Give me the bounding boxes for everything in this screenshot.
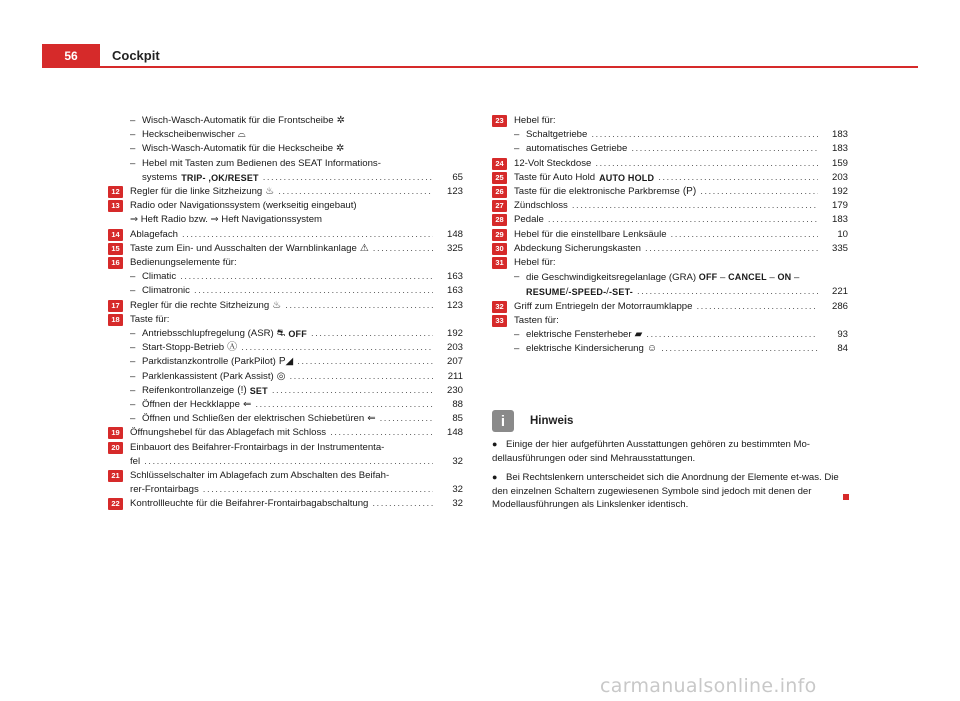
trip-button-label: TRIP xyxy=(181,172,203,183)
ok-reset-button-label: OK/RESET xyxy=(211,172,259,183)
list-item: 33 Tasten für: xyxy=(492,314,848,328)
gra-set-label: -SET- xyxy=(608,287,633,298)
list-item: 28 Pedale ..... 183 xyxy=(492,213,848,227)
item-number-badge: 26 xyxy=(492,186,507,198)
start-stop-icon: Ⓐ xyxy=(227,342,238,354)
rear-washer-icon: ✲ xyxy=(336,143,345,155)
list-item: – die Geschwindigkeitsregelanlage (GRA) OFF – CANCEL – ON – RESUME / -SPEED- / -SET- ..... 221 xyxy=(492,270,848,299)
list-item: – Climatronic ..... 163 xyxy=(108,284,463,298)
hint-paragraph: ● Einige der hier aufgeführten Ausstattungen gehören zu bestimmten Mo-dellausführungen oder sind Mehrausstattungen. xyxy=(492,439,810,464)
list-item: – Hebel mit Tasten zum Bedienen des SEAT Informations- systems TRIP - , OK/RESET ..... 65 xyxy=(108,157,463,185)
item-number-badge: 27 xyxy=(492,200,507,212)
list-item: 22 Kontrollleuchte für die Beifahrer-Frontairbagabschaltung ..... 32 xyxy=(108,497,463,511)
item-number-badge: 28 xyxy=(492,214,507,226)
parking-brake-icon: (P) xyxy=(682,186,697,198)
item-number-badge: 33 xyxy=(492,315,507,327)
park-assist-icon: ◎ xyxy=(276,370,286,382)
item-number-badge: 13 xyxy=(108,200,123,212)
item-number-badge: 25 xyxy=(492,172,507,184)
list-item: 12 Regler für die linke Sitzheizung ♨ ..... 123 xyxy=(108,185,463,199)
list-item: – Start-Stopp-Betrieb Ⓐ ..... 203 xyxy=(108,341,463,355)
item-number-badge: 29 xyxy=(492,229,507,241)
list-item: 15 Taste zum Ein- und Ausschalten der Warnblinkanlage ⚠ ..... 325 xyxy=(108,242,463,256)
list-item: 26 Taste für die elektronische Parkbremse (P) ..... 192 xyxy=(492,185,848,199)
item-number-badge: 22 xyxy=(108,498,123,510)
front-wiper-icon: ✲ xyxy=(336,115,345,126)
list-item: – Antriebsschlupfregelung (ASR) ⛐ OFF ..... 192 xyxy=(108,327,463,341)
item-number-badge: 17 xyxy=(108,300,123,312)
list-item: – Wisch-Wasch-Automatik für die Heckscheibe ✲ xyxy=(108,142,463,156)
gra-on-label: ON xyxy=(777,272,792,283)
rear-wiper-icon: ⌓ xyxy=(237,129,246,141)
header-rule xyxy=(100,66,918,68)
watermark: carmanualsonline.info xyxy=(600,675,817,697)
item-number-badge: 24 xyxy=(492,158,507,170)
item-number-badge: 16 xyxy=(108,257,123,269)
hint-title: Hinweis xyxy=(530,415,574,427)
list-item: 24 12-Volt Steckdose ..... 159 xyxy=(492,157,848,171)
power-window-icon: ▰ xyxy=(634,329,643,341)
list-item: – elektrische Fensterheber ▰ ..... 93 xyxy=(492,328,848,342)
list-item: – Heckscheibenwischer ⌓ xyxy=(108,128,463,142)
page-title: Cockpit xyxy=(112,48,160,63)
list-item: 19 Öffnungshebel für das Ablagefach mit Schloss ..... 148 xyxy=(108,426,463,440)
item-number-badge: 14 xyxy=(108,229,123,241)
tire-pressure-icon: (!) xyxy=(237,384,247,396)
item-number-badge: 32 xyxy=(492,301,507,313)
item-number-badge: 12 xyxy=(108,186,123,198)
bullet-icon: ● xyxy=(492,439,498,449)
item-number-badge: 21 xyxy=(108,470,123,482)
info-icon: i xyxy=(492,410,514,432)
list-item: 16 Bedienungselemente für: xyxy=(108,256,463,270)
list-item: 32 Griff zum Entriegeln der Motorraumklappe ..... 286 xyxy=(492,300,848,314)
auto-hold-label: AUTO HOLD xyxy=(599,172,655,183)
item-number-badge: 19 xyxy=(108,427,123,439)
list-item: 23 Hebel für: xyxy=(492,114,848,128)
list-item: 14 Ablagefach ..... 148 xyxy=(108,228,463,242)
list-item: – Reifenkontrollanzeige (!) SET ..... 230 xyxy=(108,384,463,398)
list-item: 17 Regler für die rechte Sitzheizung ♨ ..... 123 xyxy=(108,299,463,313)
item-number-badge: 18 xyxy=(108,314,123,326)
seat-heating-left-icon: ♨ xyxy=(265,186,275,198)
list-item: – Climatic ..... 163 xyxy=(108,270,463,284)
list-item: – Parklenkassistent (Park Assist) ◎ ..... 211 xyxy=(108,370,463,384)
list-item: – Öffnen der Heckklappe ⇐ ..... 88 xyxy=(108,398,463,412)
item-number-badge: 20 xyxy=(108,442,123,454)
hint-box xyxy=(492,410,848,512)
seat-heating-right-icon: ♨ xyxy=(272,299,282,311)
list-item: – Schaltgetriebe ..... 183 xyxy=(492,128,848,142)
page-number: 56 xyxy=(42,44,100,68)
list-item: 25 Taste für Auto Hold AUTO HOLD ..... 203 xyxy=(492,171,848,185)
asr-off-label: OFF xyxy=(288,329,307,340)
list-item: 27 Zündschloss ..... 179 xyxy=(492,199,848,213)
asr-icon: ⛐ xyxy=(276,328,286,340)
gra-resume-label: RESUME xyxy=(526,287,566,298)
list-item: – elektrische Kindersicherung ☺ ..... 84 xyxy=(492,342,848,356)
list-item: – Öffnen und Schließen der elektrischen Schiebetüren ⇐ ..... 85 xyxy=(108,412,463,426)
list-item: 18 Taste für: xyxy=(108,313,463,327)
hint-paragraph: ● Bei Rechtslenkern unterscheidet sich die Anordnung der Elemente et-was. Die den einzelnen Schaltern zugewiesenen Symbole sind jedoch mit denen der Modellausführungen als Linkslenker identisch. xyxy=(492,472,839,510)
gra-cancel-label: CANCEL xyxy=(728,272,767,283)
tailgate-icon: ⇐ xyxy=(242,399,252,411)
end-of-section-marker xyxy=(843,494,849,500)
item-number-badge: 23 xyxy=(492,115,507,127)
list-item: – automatisches Getriebe ..... 183 xyxy=(492,142,848,156)
bullet-icon: ● xyxy=(492,472,498,482)
child-lock-icon: ☺ xyxy=(646,343,658,355)
right-column xyxy=(492,114,848,356)
tire-set-label: SET xyxy=(249,385,268,396)
list-item: 21 Schlüsselschalter im Ablagefach zum Abschalten des Beifah- rer-Frontairbags ..... 32 xyxy=(108,469,463,497)
list-item: 20 Einbauort des Beifahrer-Frontairbags in der Instrumententa- fel ..... 32 xyxy=(108,441,463,469)
list-item: – Wisch-Wasch-Automatik für die Frontscheibe ✲ xyxy=(108,114,463,128)
item-number-badge: 31 xyxy=(492,257,507,269)
list-item: 13 Radio oder Navigationssystem (werkseitig eingebaut) ⇒ Heft Radio bzw. ⇒ Heft Navigationssystem xyxy=(108,199,463,227)
gra-off-label: OFF xyxy=(698,272,718,283)
list-item: – Parkdistanzkontrolle (ParkPilot) P◢ ..... 207 xyxy=(108,355,463,369)
gra-speed-label: -SPEED- xyxy=(568,287,607,298)
sliding-door-icon: ⇐ xyxy=(367,413,376,425)
hazard-icon: ⚠ xyxy=(359,242,369,254)
item-number-badge: 30 xyxy=(492,243,507,255)
left-column xyxy=(108,114,463,512)
list-item: 31 Hebel für: xyxy=(492,256,848,270)
list-item: 30 Abdeckung Sicherungskasten ..... 335 xyxy=(492,242,848,256)
park-pilot-icon: P◢ xyxy=(278,356,294,368)
list-item: 29 Hebel für die einstellbare Lenksäule ..... 10 xyxy=(492,228,848,242)
item-number-badge: 15 xyxy=(108,243,123,255)
